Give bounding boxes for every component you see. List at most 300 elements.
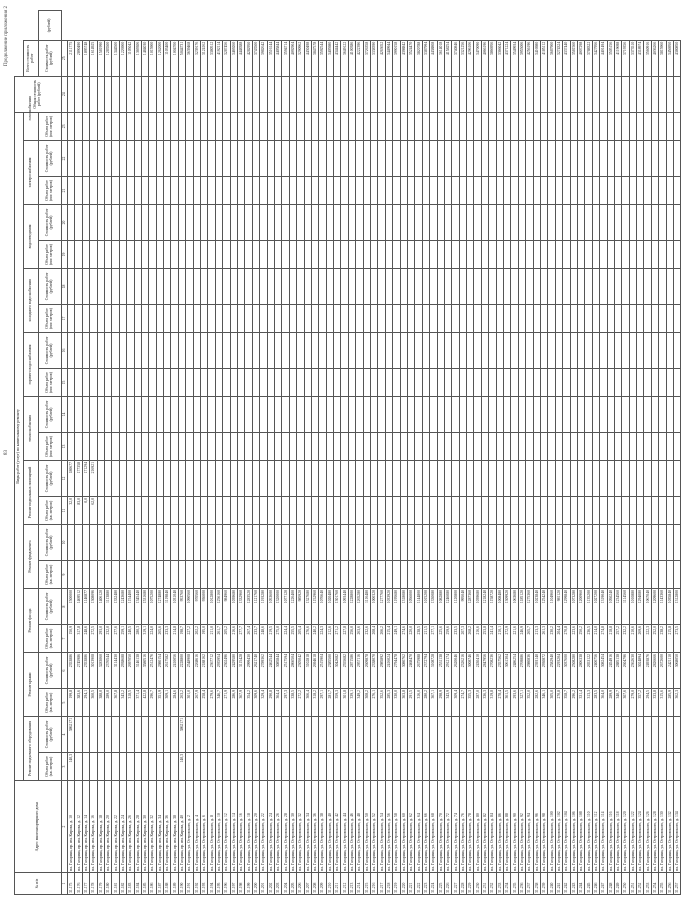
table-cell: 970560 [193, 589, 200, 625]
table-cell [119, 525, 126, 561]
table-cell [134, 433, 141, 461]
table-cell [282, 112, 289, 140]
table-cell [518, 76, 525, 112]
row-index: 31.234 [504, 873, 511, 895]
table-cell [607, 205, 614, 241]
table-cell [637, 269, 644, 305]
table-cell [659, 397, 666, 433]
table-cell [400, 497, 407, 525]
row-index: 31.241 [555, 873, 562, 895]
table-cell: 3283060 [97, 653, 104, 689]
table-cell [563, 433, 570, 461]
table-cell: 2410056 [171, 653, 178, 689]
table-cell: 3982642 [260, 40, 267, 76]
table-row [193, 11, 200, 895]
table-cell: 1226900 [119, 40, 126, 76]
table-cell [201, 561, 208, 589]
table-cell: 2769886 [518, 653, 525, 689]
table-cell: 297,1 [319, 689, 326, 717]
table-cell: 284,6 [171, 689, 178, 717]
table-cell: 4263652 [378, 40, 385, 76]
table-cell [178, 397, 185, 433]
table-cell [178, 305, 185, 333]
row-address: пл. Гагарина, ул. Островского, д. 8 [208, 781, 215, 873]
table-cell [393, 461, 400, 497]
table-cell: 4100386 [348, 40, 355, 76]
subheader-cell: Стоимость работ (рублей) [39, 589, 62, 625]
table-cell [459, 241, 466, 269]
table-row [541, 11, 548, 895]
table-cell [215, 397, 222, 433]
table-cell: 2357562 [496, 653, 503, 689]
table-cell [570, 717, 577, 753]
row-address: пл. Гагарина, ул. Островского, д. 16 [237, 781, 244, 873]
table-cell [311, 753, 318, 781]
table-cell [585, 461, 592, 497]
table-cell [171, 141, 178, 177]
table-cell [541, 397, 548, 433]
row-address: пл. Гагарина, ул. Островского, д. 92 [518, 781, 525, 873]
table-cell [437, 369, 444, 397]
table-row [237, 11, 244, 895]
table-row [496, 11, 503, 895]
table-cell [422, 305, 429, 333]
table-cell: 199,8 [68, 689, 75, 717]
table-cell [252, 177, 259, 205]
table-cell [614, 177, 621, 205]
table-cell [452, 333, 459, 369]
table-cell [444, 333, 451, 369]
table-cell [208, 76, 215, 112]
row-address: пл. Гагарина, пр. им. Кирова, д. 22 [112, 781, 119, 873]
table-cell [467, 497, 474, 525]
table-cell [444, 753, 451, 781]
table-cell [297, 177, 304, 205]
table-cell [82, 433, 89, 461]
row-address: пл. Гагарина, ул. Островского, д. 70 [437, 781, 444, 873]
table-cell: 1327680 [304, 589, 311, 625]
table-cell [237, 717, 244, 753]
table-cell [629, 433, 636, 461]
table-cell: 2293204 [555, 653, 562, 689]
table-cell [75, 305, 82, 333]
table-cell [363, 525, 370, 561]
table-cell [459, 497, 466, 525]
table-cell: 1228800 [348, 589, 355, 625]
table-cell [223, 461, 230, 497]
table-cell [637, 112, 644, 140]
table-row [629, 11, 636, 895]
row-index: 31.180 [104, 873, 111, 895]
table-cell: 2885138 [614, 653, 621, 689]
table-cell [141, 269, 148, 305]
table-cell [452, 269, 459, 305]
column-number: 2 [62, 781, 68, 873]
table-cell [385, 497, 392, 525]
table-cell [178, 525, 185, 561]
table-cell [356, 205, 363, 241]
table-cell [363, 497, 370, 525]
table-cell: 210,1 [496, 625, 503, 653]
table-cell [164, 561, 171, 589]
table-cell [467, 305, 474, 333]
table-cell [651, 717, 658, 753]
table-cell: 207,3 [459, 625, 466, 653]
table-cell [223, 241, 230, 269]
table-row [526, 11, 533, 895]
table-cell: 361,5 [504, 689, 511, 717]
table-cell [156, 497, 163, 525]
row-index: 31.237 [526, 873, 533, 895]
table-cell [607, 433, 614, 461]
table-cell [156, 305, 163, 333]
table-cell [644, 497, 651, 525]
table-cell [341, 333, 348, 369]
row-index: 31.189 [171, 873, 178, 895]
row-index: 31.246 [592, 873, 599, 895]
table-cell: 1082880 [437, 589, 444, 625]
table-cell: 338,5 [289, 689, 296, 717]
table-cell [393, 561, 400, 589]
table-cell [201, 305, 208, 333]
table-cell [164, 205, 171, 241]
column-number: 13 [62, 433, 68, 461]
table-cell [585, 397, 592, 433]
table-cell [127, 525, 134, 561]
table-cell [297, 112, 304, 140]
table-cell [223, 753, 230, 781]
table-cell: 308,2 [363, 689, 370, 717]
table-cell [215, 76, 222, 112]
table-cell [334, 369, 341, 397]
table-cell [363, 177, 370, 205]
header-m_cold: холодного водоснабжения [24, 269, 39, 333]
table-cell [90, 333, 97, 369]
row-address: пл. Гагарина, ул. Островского, д. 74 [452, 781, 459, 873]
table-cell [289, 76, 296, 112]
table-cell [230, 76, 237, 112]
table-cell [149, 305, 156, 333]
table-cell [201, 397, 208, 433]
table-cell [577, 397, 584, 433]
table-row [223, 11, 230, 895]
column-number: 14 [62, 397, 68, 433]
table-cell [149, 112, 156, 140]
row-index: 31.220 [400, 873, 407, 895]
table-cell [570, 205, 577, 241]
column-number: 7 [62, 625, 68, 653]
table-cell [489, 141, 496, 177]
table-cell [164, 497, 171, 525]
table-cell [393, 241, 400, 269]
table-cell: 211,5 [422, 625, 429, 653]
table-cell [134, 753, 141, 781]
table-cell [282, 241, 289, 269]
table-cell [201, 76, 208, 112]
table-cell [215, 753, 222, 781]
table-cell [119, 112, 126, 140]
table-cell [526, 177, 533, 205]
table-cell [334, 717, 341, 753]
table-cell [437, 112, 444, 140]
table-cell [252, 753, 259, 781]
table-cell [245, 333, 252, 369]
table-cell [141, 717, 148, 753]
table-cell [237, 333, 244, 369]
table-cell [134, 112, 141, 140]
table-cell: 981120 [555, 589, 562, 625]
table-cell [245, 525, 252, 561]
table-cell: 224,4 [282, 625, 289, 653]
table-cell [467, 753, 474, 781]
table-cell [415, 525, 422, 561]
table-cell [430, 177, 437, 205]
table-cell [407, 177, 414, 205]
table-cell [356, 717, 363, 753]
row-index: 31.235 [511, 873, 518, 895]
table-row [511, 11, 518, 895]
row-index: 31.203 [274, 873, 281, 895]
table-row [489, 11, 496, 895]
table-cell: 1015900 [149, 40, 156, 76]
table-cell: 4380850 [674, 40, 681, 76]
table-cell [90, 369, 97, 397]
table-cell [90, 305, 97, 333]
table-cell: 2930872 [541, 653, 548, 689]
table-cell: 4371224 [504, 40, 511, 76]
table-cell [614, 305, 621, 333]
table-cell [400, 717, 407, 753]
table-cell [164, 269, 171, 305]
table-cell [363, 369, 370, 397]
table-cell [104, 753, 111, 781]
column-number: 5 [62, 689, 68, 717]
table-cell [186, 241, 193, 269]
table-cell [511, 433, 518, 461]
table-cell [260, 177, 267, 205]
row-address: пл. Гагарина, ул. Островского, д. 2 [186, 781, 193, 873]
table-cell [526, 397, 533, 433]
table-cell: 3427956 [592, 40, 599, 76]
table-cell [600, 76, 607, 112]
table-cell: 219,5 [267, 625, 274, 653]
table-cell [134, 333, 141, 369]
table-cell [186, 141, 193, 177]
table-cell [348, 305, 355, 333]
row-address: пл. Гагарина, ул. Островского, д. 90 [511, 781, 518, 873]
table-cell [178, 369, 185, 397]
table-cell [260, 76, 267, 112]
table-cell [533, 76, 540, 112]
row-address: пл. Гагарина, ул. Островского, д. 84 [489, 781, 496, 873]
table-cell [489, 397, 496, 433]
table-cell [90, 269, 97, 305]
table-cell [326, 753, 333, 781]
table-cell [430, 269, 437, 305]
table-cell [223, 369, 230, 397]
table-cell [245, 76, 252, 112]
row-index: 31.243 [570, 873, 577, 895]
table-cell [459, 205, 466, 241]
table-cell [541, 369, 548, 397]
table-cell [156, 241, 163, 269]
table-cell [474, 369, 481, 397]
table-cell: 286,9 [230, 689, 237, 717]
table-cell [186, 269, 193, 305]
subheader-cell: Стоимость работ (рублей) [39, 717, 62, 753]
table-cell [371, 112, 378, 140]
table-cell [422, 525, 429, 561]
table-cell [674, 525, 681, 561]
table-cell [430, 333, 437, 369]
table-cell [230, 205, 237, 241]
table-cell [282, 753, 289, 781]
row-address: пл. Гагарина, ул. Островского, д. 12 [223, 781, 230, 873]
table-cell [245, 397, 252, 433]
table-cell [319, 717, 326, 753]
row-index: 31.185 [141, 873, 148, 895]
table-cell [585, 333, 592, 369]
row-address: пл. Гагарина, пр. им. Кирова, д. 40 [178, 781, 185, 873]
table-cell: 233,7 [252, 625, 259, 653]
table-cell [341, 717, 348, 753]
table-cell [297, 305, 304, 333]
table-cell [563, 269, 570, 305]
table-cell: 1274880 [156, 589, 163, 625]
table-row [385, 11, 392, 895]
table-cell [127, 369, 134, 397]
table-cell [526, 525, 533, 561]
table-cell [164, 76, 171, 112]
column-number: 20 [62, 205, 68, 241]
table-cell [585, 717, 592, 753]
table-cell [459, 141, 466, 177]
table-cell [577, 177, 584, 205]
column-number: 8 [62, 589, 68, 625]
table-cell [348, 397, 355, 433]
table-cell [75, 525, 82, 561]
row-index: 31.257 [674, 873, 681, 895]
table-cell [141, 76, 148, 112]
table-cell [68, 397, 75, 433]
table-cell: 1010880 [629, 589, 636, 625]
table-cell [208, 433, 215, 461]
table-cell [415, 141, 422, 177]
table-cell [592, 76, 599, 112]
table-cell [518, 333, 525, 369]
table-cell: 3726358 [363, 40, 370, 76]
table-cell: 1218240 [481, 589, 488, 625]
table-cell [326, 205, 333, 241]
table-cell [97, 369, 104, 397]
table-cell [437, 205, 444, 241]
table-cell: 331,4 [577, 689, 584, 717]
table-cell: 1073280 [570, 589, 577, 625]
table-cell [356, 433, 363, 461]
table-row [289, 11, 296, 895]
table-cell [119, 141, 126, 177]
table-cell [600, 177, 607, 205]
table-cell [223, 433, 230, 461]
table-cell: 2694618 [311, 653, 318, 689]
row-address: пл. Гагарина, ул. Островского, д. 14 [230, 781, 237, 873]
table-row [533, 11, 540, 895]
table-cell: 3338390 [371, 40, 378, 76]
table-cell: 3061304 [504, 653, 511, 689]
table-cell: 1143360 [659, 589, 666, 625]
table-cell [437, 433, 444, 461]
table-cell [245, 241, 252, 269]
table-cell [208, 305, 215, 333]
table-cell [629, 269, 636, 305]
table-cell [282, 333, 289, 369]
table-cell [459, 333, 466, 369]
table-cell [659, 497, 666, 525]
header-m_facade: Ремонт фасада [24, 589, 39, 653]
table-cell [156, 333, 163, 369]
table-cell [393, 76, 400, 112]
table-cell [223, 112, 230, 140]
table-cell [400, 177, 407, 205]
table-cell [474, 433, 481, 461]
table-cell [555, 141, 562, 177]
table-cell [577, 433, 584, 461]
table-cell [481, 76, 488, 112]
table-cell [400, 305, 407, 333]
table-cell [164, 112, 171, 140]
row-address: пл. Гагарина, пр. им. Кирова, д. 34 [156, 781, 163, 873]
table-cell [68, 241, 75, 269]
table-cell: 3990158 [393, 40, 400, 76]
table-cell [563, 397, 570, 433]
table-cell [371, 369, 378, 397]
row-address: пл. Гагарина, ул. Островского, д. 80 [474, 781, 481, 873]
table-cell: 3449944 [385, 40, 392, 76]
table-cell: 3114430 [112, 653, 119, 689]
table-cell: 1283500 [104, 40, 111, 76]
table-cell [341, 305, 348, 333]
table-cell [282, 269, 289, 305]
subheader-cell: Стоимость работ (рублей) [39, 525, 62, 561]
table-cell [511, 369, 518, 397]
table-cell [400, 561, 407, 589]
table-cell [400, 76, 407, 112]
table-cell [489, 497, 496, 525]
row-address: пл. Гагарина, ул. Островского, д. 68 [430, 781, 437, 873]
table-cell [112, 397, 119, 433]
table-cell: 351,9 [156, 689, 163, 717]
table-cell [378, 461, 385, 497]
row-index: 31.229 [467, 873, 474, 895]
table-cell [467, 333, 474, 369]
table-cell [518, 269, 525, 305]
table-cell: 1469512 [75, 589, 82, 625]
table-cell [489, 76, 496, 112]
table-cell: 270,8 [563, 625, 570, 653]
table-cell [112, 497, 119, 525]
table-cell [489, 525, 496, 561]
table-cell: 2493876 [644, 653, 651, 689]
row-index: 31.230 [474, 873, 481, 895]
table-cell [637, 717, 644, 753]
table-cell [674, 717, 681, 753]
table-cell [489, 561, 496, 589]
table-cell [186, 369, 193, 397]
table-cell [260, 141, 267, 177]
table-cell [348, 461, 355, 497]
table-cell [585, 525, 592, 561]
table-cell: 208,4 [371, 625, 378, 653]
